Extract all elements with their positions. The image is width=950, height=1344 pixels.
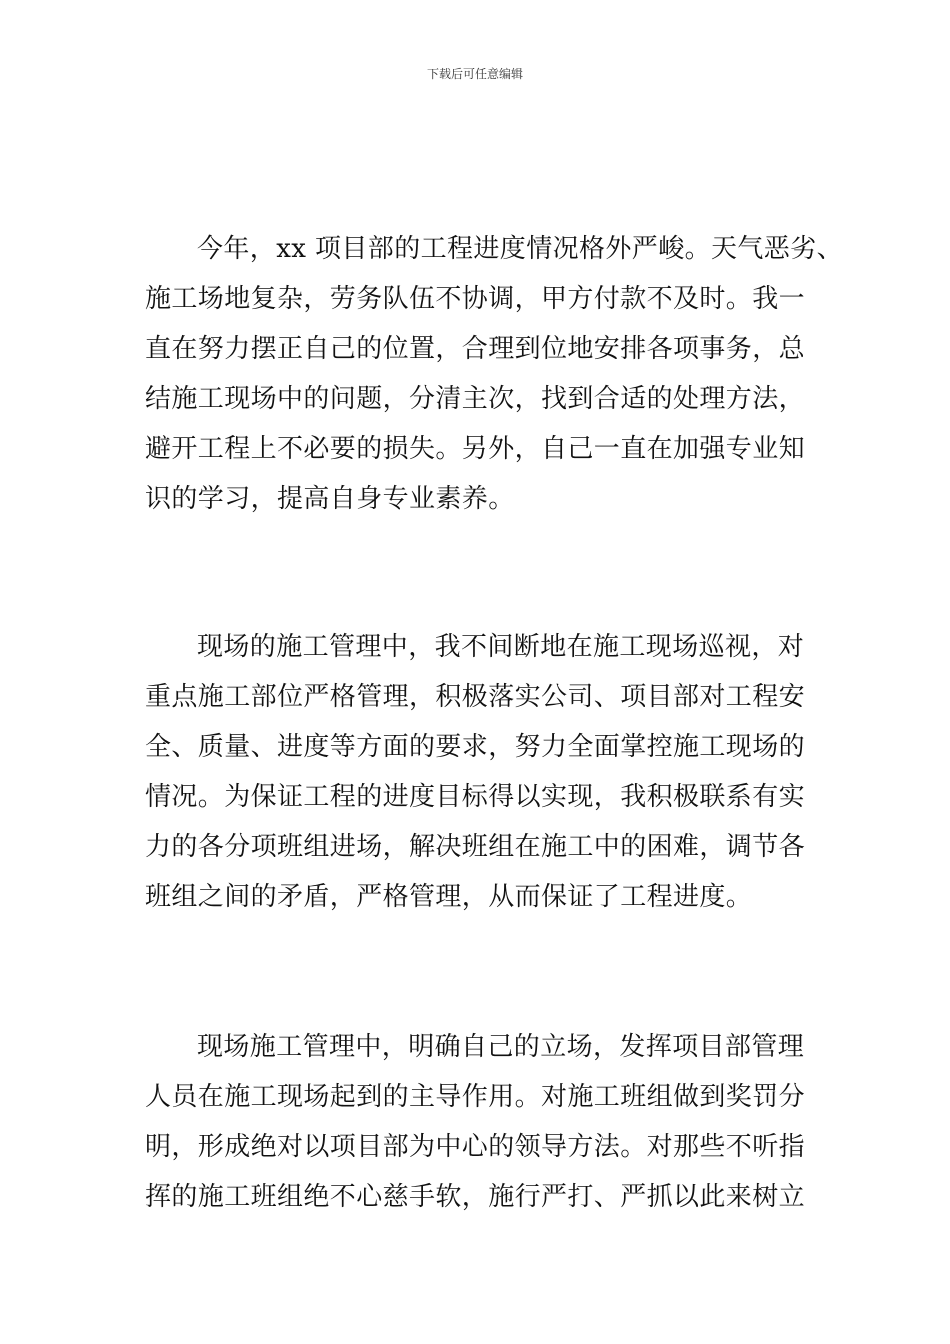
- paragraph-line: 班组之间的矛盾，严格管理，从而保证了工程进度。: [145, 882, 753, 912]
- paragraph-line: 今年，xx 项目部的工程进度情况格外严峻。天气恶劣、: [197, 234, 843, 264]
- paragraph-line: 现场施工管理中，明确自己的立场，发挥项目部管理: [197, 1032, 805, 1062]
- paragraph-line: 直在努力摆正自己的位置，合理到位地安排各项事务，总: [145, 334, 806, 364]
- paragraph-1: [145, 224, 843, 524]
- paragraph-2: [145, 622, 825, 922]
- paragraph-line: 挥的施工班组绝不心慈手软，施行严打、严抓以此来树立: [145, 1182, 806, 1212]
- paragraph-line: 避开工程上不必要的损失。另外，自己一直在加强专业知: [145, 434, 806, 464]
- paragraph-line: 识的学习，提高自身专业素养。: [145, 484, 515, 514]
- paragraph-line: 全、质量、进度等方面的要求，努力全面掌控施工现场的: [145, 732, 806, 762]
- paragraph-line: 力的各分项班组进场，解决班组在施工中的困难，调节各: [145, 832, 806, 862]
- paragraph-3: [145, 1022, 825, 1222]
- paragraph-line: 现场的施工管理中，我不间断地在施工现场巡视，对: [197, 632, 805, 662]
- paragraph-line: 人员在施工现场起到的主导作用。对施工班组做到奖罚分: [145, 1082, 806, 1112]
- paragraph-line: 施工场地复杂，劳务队伍不协调，甲方付款不及时。我一: [145, 284, 806, 314]
- paragraph-line: 重点施工部位严格管理，积极落实公司、项目部对工程安: [145, 682, 806, 712]
- page-header: 下载后可任意编辑: [426, 67, 523, 81]
- paragraph-line: 结施工现场中的问题，分清主次，找到合适的处理方法，: [145, 384, 806, 414]
- paragraph-line: 明，形成绝对以项目部为中心的领导方法。对那些不听指: [145, 1132, 806, 1162]
- paragraph-line: 情况。为保证工程的进度目标得以实现，我积极联系有实: [145, 782, 806, 812]
